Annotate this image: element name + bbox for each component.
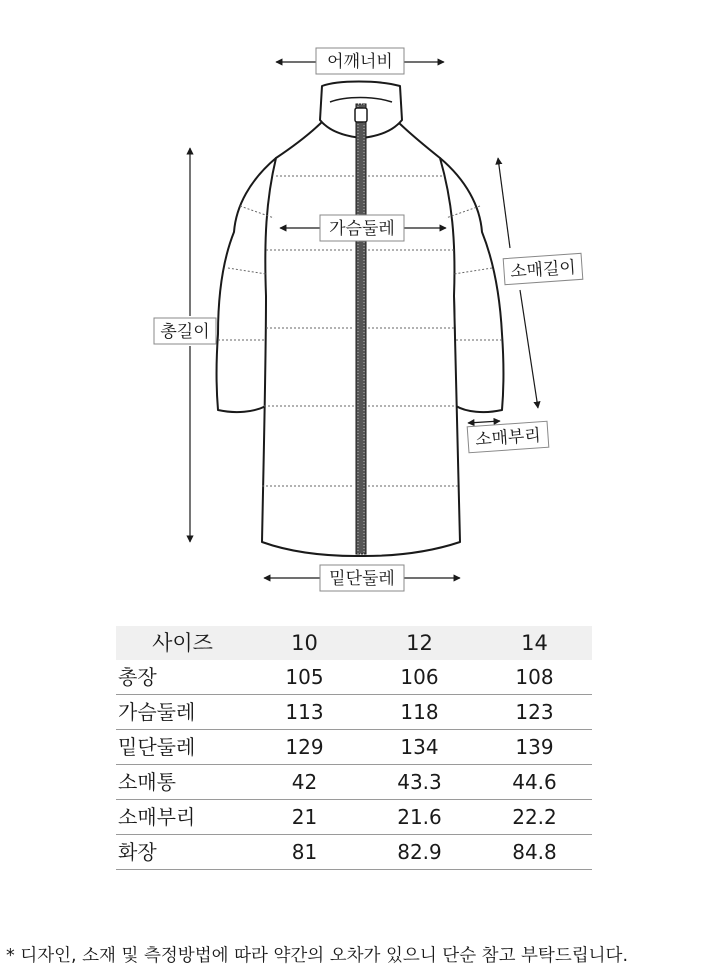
row-label: 소매부리: [116, 800, 247, 835]
cell-value: 43.3: [362, 765, 477, 800]
cell-value: 118: [362, 695, 477, 730]
size-header-label: 사이즈: [152, 631, 213, 655]
cell-value: 21: [247, 800, 362, 835]
table-row: [116, 765, 592, 800]
cell-value: 44.6: [477, 765, 592, 800]
size-header-10: 10: [291, 631, 318, 655]
size-chart-table: [116, 626, 592, 870]
cell-value: 106: [362, 660, 477, 695]
total-length-measurement: [154, 148, 216, 542]
total-length-label: 총길이: [160, 322, 210, 342]
cell-value: 84.8: [477, 835, 592, 870]
size-header-row: [116, 626, 592, 660]
size-header-12: 12: [406, 631, 433, 655]
table-row: [116, 835, 592, 870]
cell-value: 129: [247, 730, 362, 765]
cell-value: 123: [477, 695, 592, 730]
table-row: [116, 660, 592, 695]
table-row: [116, 695, 592, 730]
disclaimer-footnote: * 디자인, 소재 및 측정방법에 따라 약간의 오차가 있으니 단순 참고 부탁드립니다.: [6, 946, 629, 966]
row-label: 밑단둘레: [116, 730, 247, 765]
table-row: [116, 800, 592, 835]
row-label: 총장: [116, 660, 247, 695]
hem-label: 밑단둘레: [329, 569, 395, 589]
row-label: 소매통: [116, 765, 247, 800]
hem-measurement: [264, 565, 460, 591]
zipper: [355, 104, 367, 554]
row-label: 가슴둘레: [116, 695, 247, 730]
cell-value: 105: [247, 660, 362, 695]
cell-value: 42: [247, 765, 362, 800]
size-header-14: 14: [521, 631, 548, 655]
cell-value: 139: [477, 730, 592, 765]
table-row: [116, 730, 592, 765]
cell-value: 134: [362, 730, 477, 765]
cell-value: 21.6: [362, 800, 477, 835]
shoulder-measurement: [276, 48, 444, 74]
row-label: 화장: [116, 835, 247, 870]
zipper-pull: [355, 108, 367, 122]
cell-value: 81: [247, 835, 362, 870]
sleeve-length-measurement: [498, 158, 583, 408]
cell-value: 108: [477, 660, 592, 695]
cuff-label: 소매부리: [474, 425, 542, 451]
sleeve-length-label: 소매길이: [509, 257, 577, 283]
cell-value: 22.2: [477, 800, 592, 835]
cell-value: 113: [247, 695, 362, 730]
shoulder-label: 어깨너비: [327, 52, 393, 72]
cuff-measurement: [467, 421, 549, 453]
cell-value: 82.9: [362, 835, 477, 870]
chest-label: 가슴둘레: [329, 219, 395, 239]
